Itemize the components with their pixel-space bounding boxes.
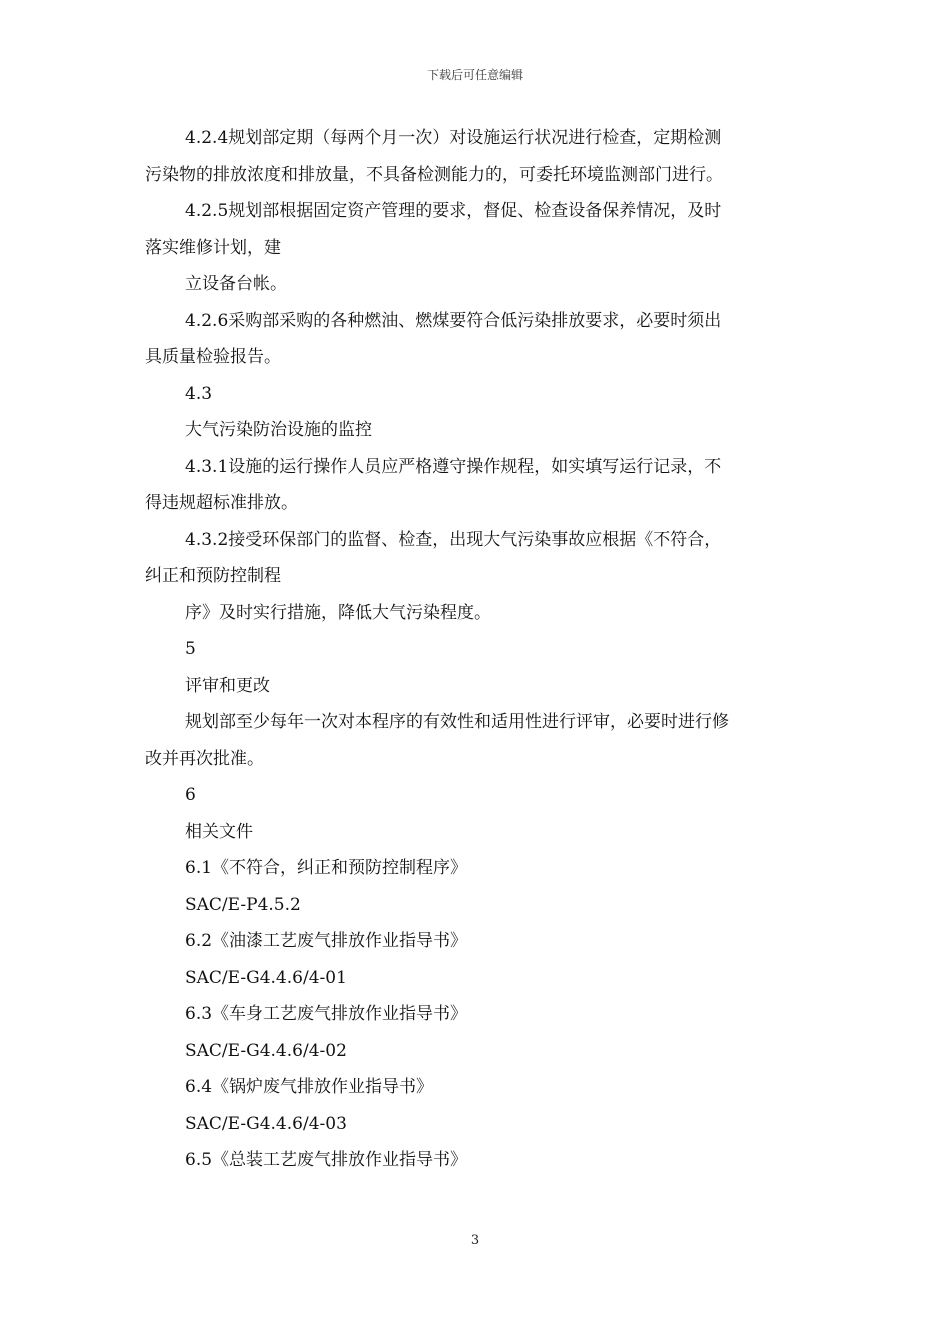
paragraph-line: 得违规超标准排放。: [145, 493, 298, 513]
section-number: 6: [185, 785, 196, 805]
paragraph-line: 序》及时实行措施，降低大气污染程度。: [185, 602, 491, 623]
paragraph-line: 规划部至少每年一次对本程序的有效性和适用性进行评审，必要时进行修: [185, 712, 729, 732]
section-number: 4.3: [185, 383, 213, 404]
paragraph-line: 落实维修计划，建: [145, 237, 281, 258]
paragraph-line: 4.2.4规划部定期（每两个月一次）对设施运行状况进行检查，定期检测: [185, 128, 722, 148]
paragraph-line: 改并再次批准。: [145, 748, 264, 769]
paragraph-line: 具质量检验报告。: [145, 347, 281, 367]
reference-title: 6.1《不符合，纠正和预防控制程序》: [185, 858, 468, 878]
section-title: 评审和更改: [185, 675, 270, 696]
section-number: 5: [185, 639, 196, 659]
reference-code: SAC/E-G4.4.6/4-03: [185, 1113, 347, 1134]
paragraph-line: 纠正和预防控制程: [145, 566, 281, 586]
reference-title: 6.5《总装工艺废气排放作业指导书》: [185, 1150, 468, 1170]
paragraph-line: 4.3.2接受环保部门的监督、检查，出现大气污染事故应根据《不符合，: [185, 529, 722, 550]
paragraph-line: 4.2.6采购部采购的各种燃油、燃煤要符合低污染排放要求，必要时须出: [185, 310, 722, 331]
paragraph-line: 立设备台帐。: [185, 274, 287, 294]
reference-code: SAC/E-G4.4.6/4-01: [185, 967, 347, 988]
section-title: 相关文件: [185, 821, 253, 842]
paragraph-line: 污染物的排放浓度和排放量，不具备检测能力的，可委托环境监测部门进行。: [145, 164, 723, 185]
reference-code: SAC/E-G4.4.6/4-02: [185, 1040, 347, 1061]
reference-title: 6.3《车身工艺废气排放作业指导书》: [185, 1004, 468, 1024]
reference-code: SAC/E-P4.5.2: [185, 894, 301, 915]
reference-title: 6.2《油漆工艺废气排放作业指导书》: [185, 931, 468, 951]
reference-title: 6.4《锅炉废气排放作业指导书》: [185, 1077, 434, 1097]
paragraph-line: 4.2.5规划部根据固定资产管理的要求，督促、检查设备保养情况，及时: [185, 201, 722, 221]
page-number: 3: [470, 1233, 480, 1248]
section-title: 大气污染防治设施的监控: [185, 420, 372, 440]
page-header: 下载后可任意编辑: [426, 68, 523, 82]
document-body: [145, 120, 810, 1179]
paragraph-line: 4.3.1设施的运行操作人员应严格遵守操作规程，如实填写运行记录，不: [185, 456, 722, 477]
